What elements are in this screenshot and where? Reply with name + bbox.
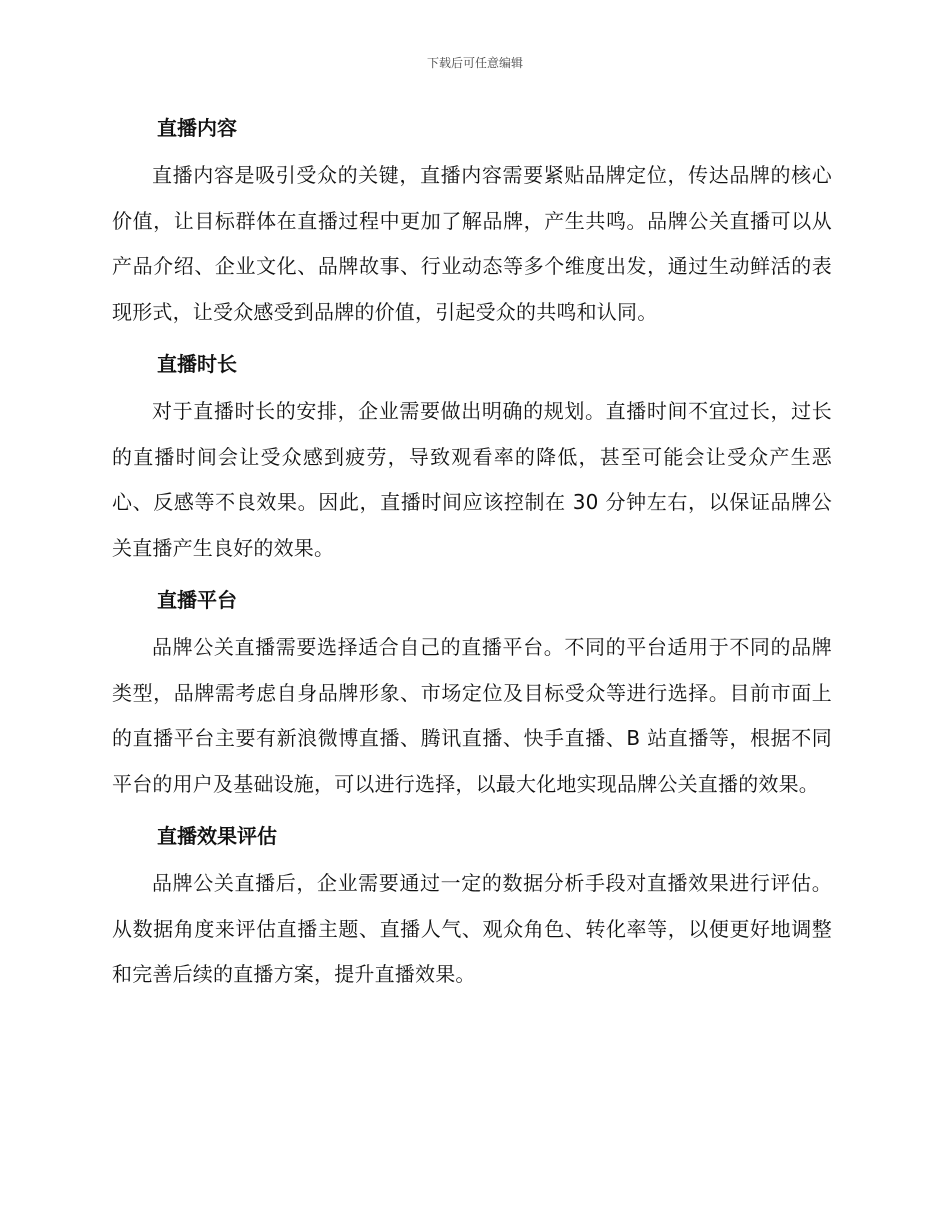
section-heading: 直播内容: [157, 116, 237, 140]
section-heading: 直播效果评估: [157, 824, 277, 848]
section-effect-evaluation: [112, 814, 832, 998]
section-paragraph: 直播内容是吸引受众的关键，直播内容需要紧贴品牌定位，传达品牌的核心价值，让目标群体在直播过程中更加了解品牌，产生共鸣。品牌公关直播可以从产品介绍、企业文化、品牌故事、行业动态等多个维度出发，通过生动鲜活的表现形式，让受众感受到品牌的价值，引起受众的共鸣和认同。: [112, 163, 832, 324]
section-heading: 直播时长: [157, 352, 237, 376]
section-paragraph: 对于直播时长的安排，企业需要做出明确的规划。直播时间不宜过长，过长的直播时间会让受众感到疲劳，导致观看率的降低，甚至可能会让受众产生恶心、反感等不良效果。因此，直播时间应该控制在 30 分钟左右，以保证品牌公关直播产生良好的效果。: [112, 399, 832, 560]
section-heading: 直播平台: [157, 588, 237, 612]
document-body: [112, 106, 832, 1005]
section-live-platform: [112, 578, 832, 807]
section-live-content: [112, 106, 832, 335]
page-header: 下载后可任意编辑: [426, 56, 523, 70]
section-live-duration: [112, 342, 832, 571]
section-paragraph: 品牌公关直播需要选择适合自己的直播平台。不同的平台适用于不同的品牌类型，品牌需考虑自身品牌形象、市场定位及目标受众等进行选择。目前市面上的直播平台主要有新浪微博直播、腾讯直播、快手直播、B 站直播等，根据不同平台的用户及基础设施，可以进行选择，以最大化地实现品牌公关直播的效果。: [112, 635, 832, 796]
section-paragraph: 品牌公关直播后，企业需要通过一定的数据分析手段对直播效果进行评估。从数据角度来评估直播主题、直播人气、观众角色、转化率等，以便更好地调整和完善后续的直播方案，提升直播效果。: [112, 871, 832, 986]
